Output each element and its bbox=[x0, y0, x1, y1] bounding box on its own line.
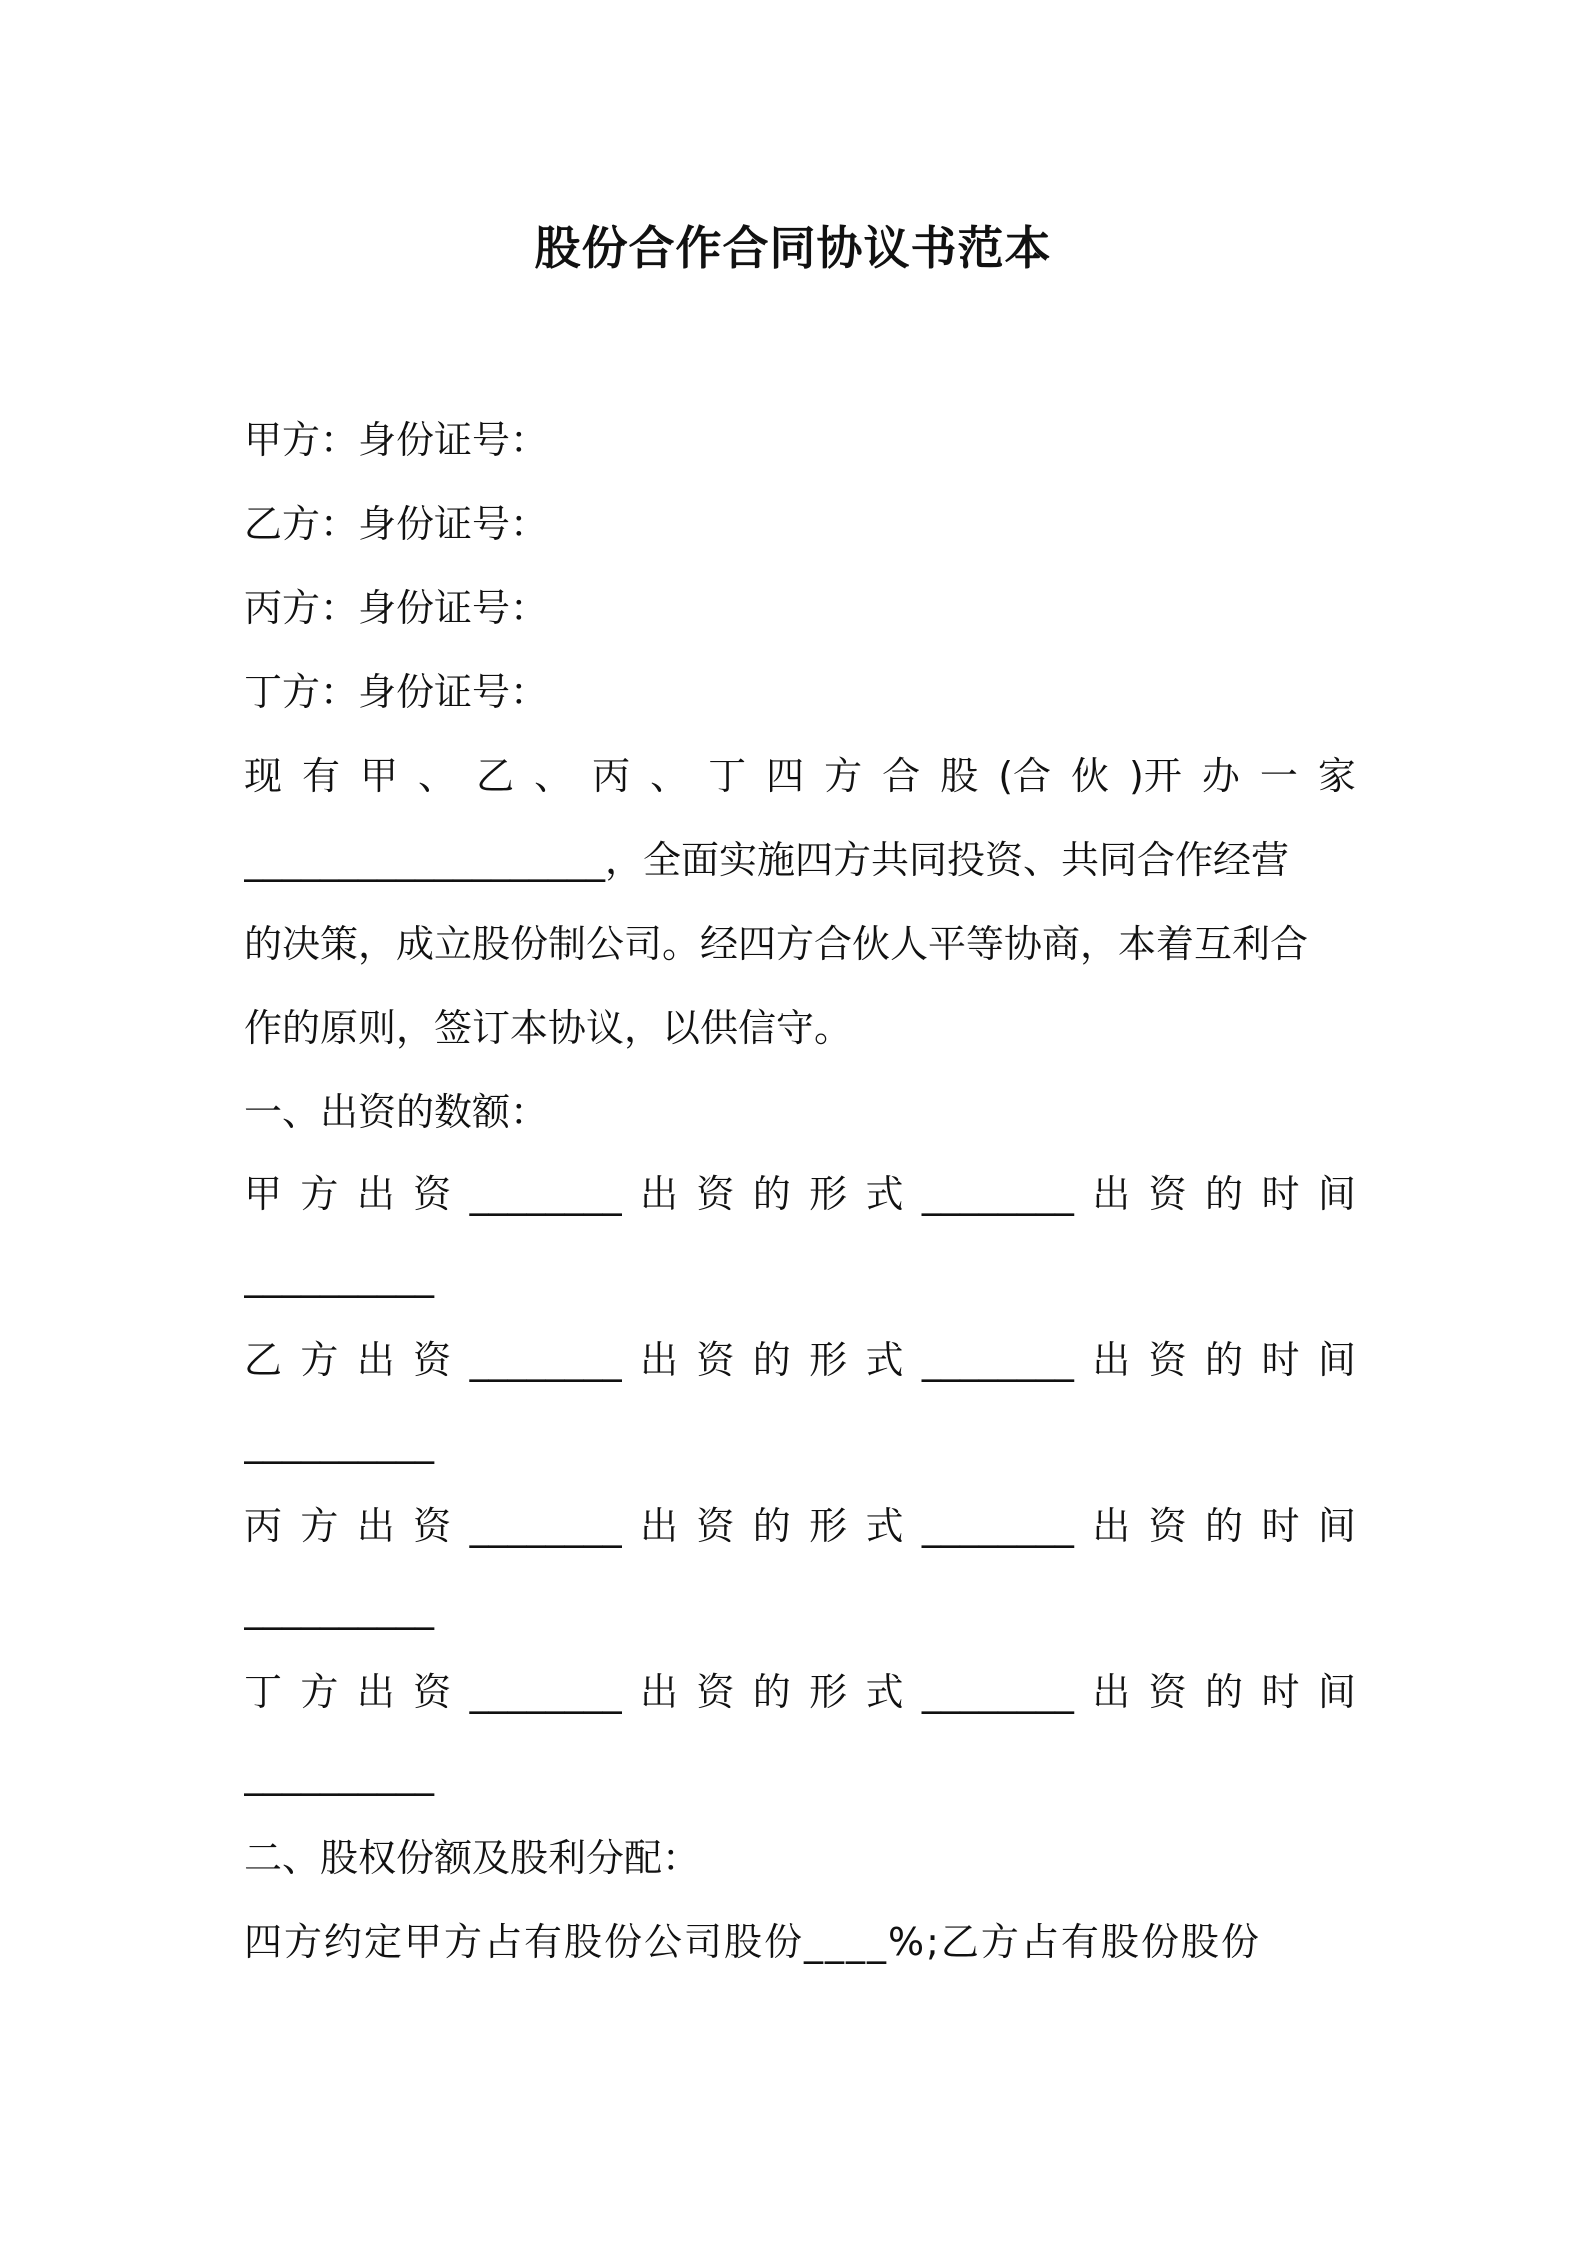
row-time-char: 的 bbox=[1205, 1670, 1244, 1714]
document-title: 股份合作合同协议书范本 bbox=[534, 221, 1052, 275]
amount-blank: ________ bbox=[469, 1172, 622, 1216]
row-form-char: 出 bbox=[639, 1670, 678, 1714]
row-form-char: 资 bbox=[696, 1172, 735, 1216]
row-form-char: 式 bbox=[865, 1504, 904, 1548]
intro-line-1-char: 伙 bbox=[1071, 754, 1110, 798]
intro-line-2-text: ，全面实施四方共同投资、共同合作经营 bbox=[605, 838, 1290, 882]
intro-line-1-char: 合 bbox=[882, 754, 921, 798]
amount-blank: ________ bbox=[469, 1504, 622, 1548]
row-party-char: 方 bbox=[300, 1670, 339, 1714]
form-blank: ________ bbox=[921, 1670, 1074, 1714]
row-time-char: 资 bbox=[1148, 1338, 1187, 1382]
intro-line-1 bbox=[244, 750, 1356, 802]
form-blank: ________ bbox=[921, 1504, 1074, 1548]
intro-line-1-char: 家 bbox=[1317, 754, 1356, 798]
row-party-char: 资 bbox=[413, 1670, 452, 1714]
intro-line-1-char: 丁 bbox=[708, 754, 747, 798]
contribution-row-yi-tail: __________ bbox=[244, 1420, 434, 1464]
row-party-char: 丙 bbox=[244, 1504, 283, 1548]
row-party-char: 乙 bbox=[244, 1338, 283, 1382]
section2-line-1-b: %;乙方占有股份股份 bbox=[888, 1920, 1261, 1964]
intro-line-1-char: 、 bbox=[418, 754, 457, 798]
form-blank: ________ bbox=[921, 1338, 1074, 1382]
row-form-char: 形 bbox=[809, 1338, 848, 1382]
row-party-char: 方 bbox=[300, 1338, 339, 1382]
intro-line-1-char: (合 bbox=[998, 754, 1052, 798]
row-party-char: 出 bbox=[356, 1670, 395, 1714]
intro-line-1-char: 办 bbox=[1201, 754, 1240, 798]
contribution-row-yi bbox=[244, 1334, 1356, 1386]
row-party-char: 方 bbox=[300, 1504, 339, 1548]
row-time-char: 的 bbox=[1205, 1338, 1244, 1382]
row-form-char: 的 bbox=[752, 1172, 791, 1216]
row-time-char: 资 bbox=[1148, 1504, 1187, 1548]
row-time-char: 时 bbox=[1261, 1338, 1300, 1382]
row-party-char: 丁 bbox=[244, 1670, 283, 1714]
intro-line-2 bbox=[244, 834, 1356, 886]
row-time-char: 的 bbox=[1205, 1504, 1244, 1548]
row-form-char: 式 bbox=[865, 1670, 904, 1714]
intro-line-4: 作的原则，签订本协议，以供信守。 bbox=[244, 1006, 853, 1050]
intro-line-1-char: 现 bbox=[244, 754, 283, 798]
row-time-char: 时 bbox=[1261, 1504, 1300, 1548]
row-party-char: 出 bbox=[356, 1172, 395, 1216]
party-bing-line: 丙方：身份证号： bbox=[244, 586, 549, 630]
row-form-char: 形 bbox=[809, 1504, 848, 1548]
row-form-char: 的 bbox=[752, 1338, 791, 1382]
row-time-char: 间 bbox=[1317, 1670, 1356, 1714]
row-time-char: 资 bbox=[1148, 1172, 1187, 1216]
row-time-char: 出 bbox=[1092, 1670, 1131, 1714]
row-party-char: 出 bbox=[356, 1504, 395, 1548]
row-time-char: 间 bbox=[1317, 1338, 1356, 1382]
row-form-char: 形 bbox=[809, 1670, 848, 1714]
row-time-char: 出 bbox=[1092, 1504, 1131, 1548]
party-jia-line: 甲方：身份证号： bbox=[244, 418, 549, 462]
row-time-char: 间 bbox=[1317, 1172, 1356, 1216]
section2-line-1-a: 四方约定甲方占有股份公司股份 bbox=[244, 1920, 805, 1964]
row-form-char: 的 bbox=[752, 1504, 791, 1548]
row-party-char: 资 bbox=[413, 1338, 452, 1382]
row-form-char: 的 bbox=[752, 1670, 791, 1714]
contribution-row-ding bbox=[244, 1666, 1356, 1718]
section1-heading: 一、出资的数额： bbox=[244, 1090, 549, 1134]
row-form-char: 式 bbox=[865, 1338, 904, 1382]
row-time-char: 出 bbox=[1092, 1172, 1131, 1216]
row-party-char: 资 bbox=[413, 1172, 452, 1216]
row-form-char: 出 bbox=[639, 1172, 678, 1216]
row-form-char: 资 bbox=[696, 1504, 735, 1548]
row-party-char: 资 bbox=[413, 1504, 452, 1548]
section2-line-1 bbox=[244, 1916, 1356, 1968]
row-form-char: 形 bbox=[809, 1172, 848, 1216]
row-time-char: 间 bbox=[1317, 1504, 1356, 1548]
amount-blank: ________ bbox=[469, 1670, 622, 1714]
row-time-char: 的 bbox=[1205, 1172, 1244, 1216]
intro-line-1-char: 丙 bbox=[592, 754, 631, 798]
row-party-char: 出 bbox=[356, 1338, 395, 1382]
intro-line-1-char: 股 bbox=[940, 754, 979, 798]
share-percent-blank: ____ bbox=[804, 1920, 889, 1964]
party-ding-line: 丁方：身份证号： bbox=[244, 670, 549, 714]
contribution-row-jia-tail: __________ bbox=[244, 1254, 434, 1298]
row-party-char: 方 bbox=[300, 1172, 339, 1216]
row-form-char: 式 bbox=[865, 1172, 904, 1216]
row-time-char: 出 bbox=[1092, 1338, 1131, 1382]
row-form-char: 出 bbox=[639, 1504, 678, 1548]
intro-line-3: 的决策，成立股份制公司。经四方合伙人平等协商，本着互利合 bbox=[244, 922, 1309, 966]
intro-line-1-char: 、 bbox=[534, 754, 573, 798]
contribution-row-bing-tail: __________ bbox=[244, 1586, 434, 1630]
contribution-row-ding-tail: __________ bbox=[244, 1752, 434, 1796]
intro-line-1-char: 四 bbox=[766, 754, 805, 798]
intro-line-1-char: )开 bbox=[1129, 754, 1182, 798]
intro-line-1-char: 方 bbox=[824, 754, 863, 798]
row-form-char: 资 bbox=[696, 1670, 735, 1714]
row-form-char: 资 bbox=[696, 1338, 735, 1382]
row-time-char: 时 bbox=[1261, 1172, 1300, 1216]
intro-company-blank: ___________________ bbox=[244, 838, 605, 882]
intro-line-1-char: 乙 bbox=[476, 754, 515, 798]
contribution-row-jia bbox=[244, 1168, 1356, 1220]
row-party-char: 甲 bbox=[244, 1172, 283, 1216]
intro-line-1-char: 、 bbox=[650, 754, 689, 798]
row-time-char: 时 bbox=[1261, 1670, 1300, 1714]
section2-heading: 二、股权份额及股利分配： bbox=[244, 1836, 701, 1880]
intro-line-1-char: 有 bbox=[302, 754, 341, 798]
amount-blank: ________ bbox=[469, 1338, 622, 1382]
form-blank: ________ bbox=[921, 1172, 1074, 1216]
contribution-row-bing bbox=[244, 1500, 1356, 1552]
row-form-char: 出 bbox=[639, 1338, 678, 1382]
intro-line-1-char: 甲 bbox=[360, 754, 399, 798]
intro-line-1-char: 一 bbox=[1259, 754, 1298, 798]
row-time-char: 资 bbox=[1148, 1670, 1187, 1714]
party-yi-line: 乙方：身份证号： bbox=[244, 502, 549, 546]
